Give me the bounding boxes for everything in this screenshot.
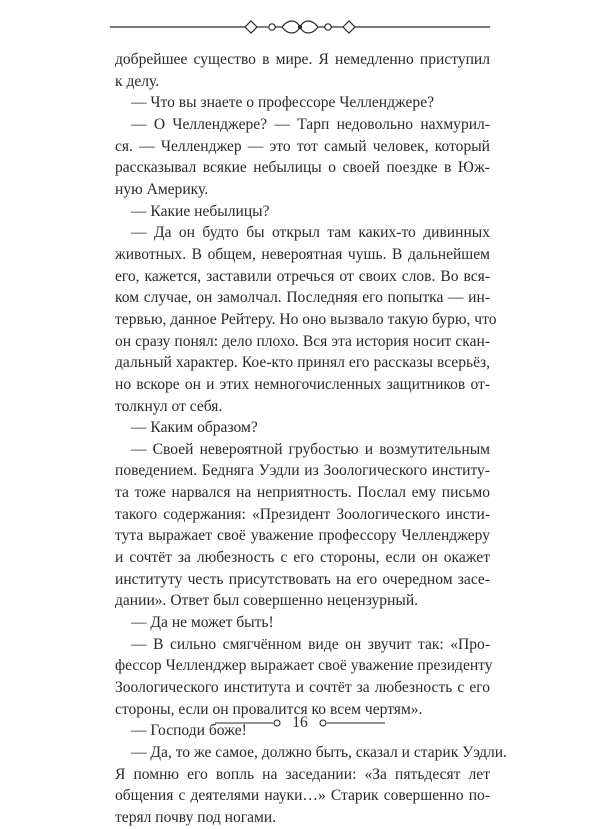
- paragraph: [115, 742, 507, 829]
- paragraph: [115, 612, 490, 634]
- paragraph: [115, 439, 490, 612]
- page-footer: [215, 712, 385, 734]
- text-line: — Да не может быть!: [131, 614, 274, 632]
- text-line: животных. В общем, невероятная чушь. В дальнейшем: [115, 245, 490, 263]
- text-line: та тоже нарвался на неприятность. Послал ему письмо: [115, 484, 490, 502]
- text-line: — Да, то же самое, должно быть, сказал и старик Уэдли.: [131, 744, 507, 761]
- text-line: общения с деятелями науки…» Старик совершенно по-: [115, 787, 490, 805]
- text-line: — Что вы знаете о профессоре Челленджере?: [131, 94, 434, 112]
- text-line: такого содержания: «Президент Зоологического инсти-: [115, 505, 490, 523]
- text-line: тервью, данное Рейтеру. Но оно вызвало такую бурю, что: [115, 310, 497, 328]
- text-line: поведением. Бедняга Уэдли из Зоологического институ-: [115, 462, 490, 480]
- text-line: ную Америку.: [115, 180, 209, 198]
- text-line: он сразу понял: дело плохо. Вся эта история носит скан-: [115, 332, 490, 350]
- text-line: добрейшее существо в мире. Я немедленно приступил: [115, 51, 490, 68]
- text-line: тута выражает своё уважение профессору Челленджеру: [115, 527, 490, 545]
- text-line: толкнул от себя.: [115, 397, 223, 415]
- text-line: — Каким образом?: [131, 419, 258, 437]
- text-line: Я помню его вопль на заседании: «За пятьдесят лет: [115, 765, 490, 783]
- text-line: и сочтёт за любезность с его стороны, если он окажет: [115, 549, 490, 567]
- text-line: — Да он будто бы открыл там каких-то дивинных: [131, 224, 490, 242]
- paragraph: [115, 222, 497, 417]
- text-line: — Своей невероятной грубостью и возмутительным: [131, 440, 490, 458]
- text-line: Зоологического института и сочтёт за любезность с его: [115, 679, 490, 697]
- paragraph: [115, 92, 490, 114]
- paragraph: [115, 201, 490, 223]
- text-line: терял почву под ногами.: [115, 808, 277, 826]
- text-line: — Какие небылицы?: [131, 202, 270, 220]
- paragraph: [115, 114, 490, 201]
- paragraph: [115, 417, 490, 439]
- paragraph: [115, 49, 490, 92]
- text-line: — В сильно смягчённом виде он звучит так: «Про-: [131, 635, 490, 653]
- text-line: его, кажется, заставили отречься от своих слов. Во вся-: [115, 267, 490, 285]
- text-line: ся. — Челленджер — это тот самый человек, который: [115, 137, 490, 155]
- text-line: дании». Ответ был совершенно нецензурный.: [115, 592, 419, 610]
- paragraph: [115, 634, 493, 721]
- text-line: но вскоре он и этих немногочисленных защитников от-: [115, 375, 490, 393]
- text-line: фессор Челленджер выражает своё уважение президенту: [115, 657, 493, 675]
- text-line: — Господи боже!: [131, 722, 247, 740]
- text-line: к делу.: [115, 72, 160, 90]
- page-number: 16: [292, 714, 308, 731]
- text-line: рассказывал всякие небылицы о своей поездке в Юж-: [115, 159, 490, 177]
- text-line: стороны, если он провалится ко всем чертям».: [115, 700, 423, 718]
- text-line: — О Челленджере? — Тарп недовольно нахмурил-: [131, 115, 490, 133]
- text-line: дальный характер. Кое-кто принял его рассказы всерьёз,: [115, 354, 490, 372]
- text-line: ком случае, он замолчал. Последняя его попытка — ин-: [115, 289, 490, 307]
- text-line: институту честь присутствовать на его очередном засе-: [115, 570, 490, 588]
- top-ornament-divider: [110, 12, 490, 42]
